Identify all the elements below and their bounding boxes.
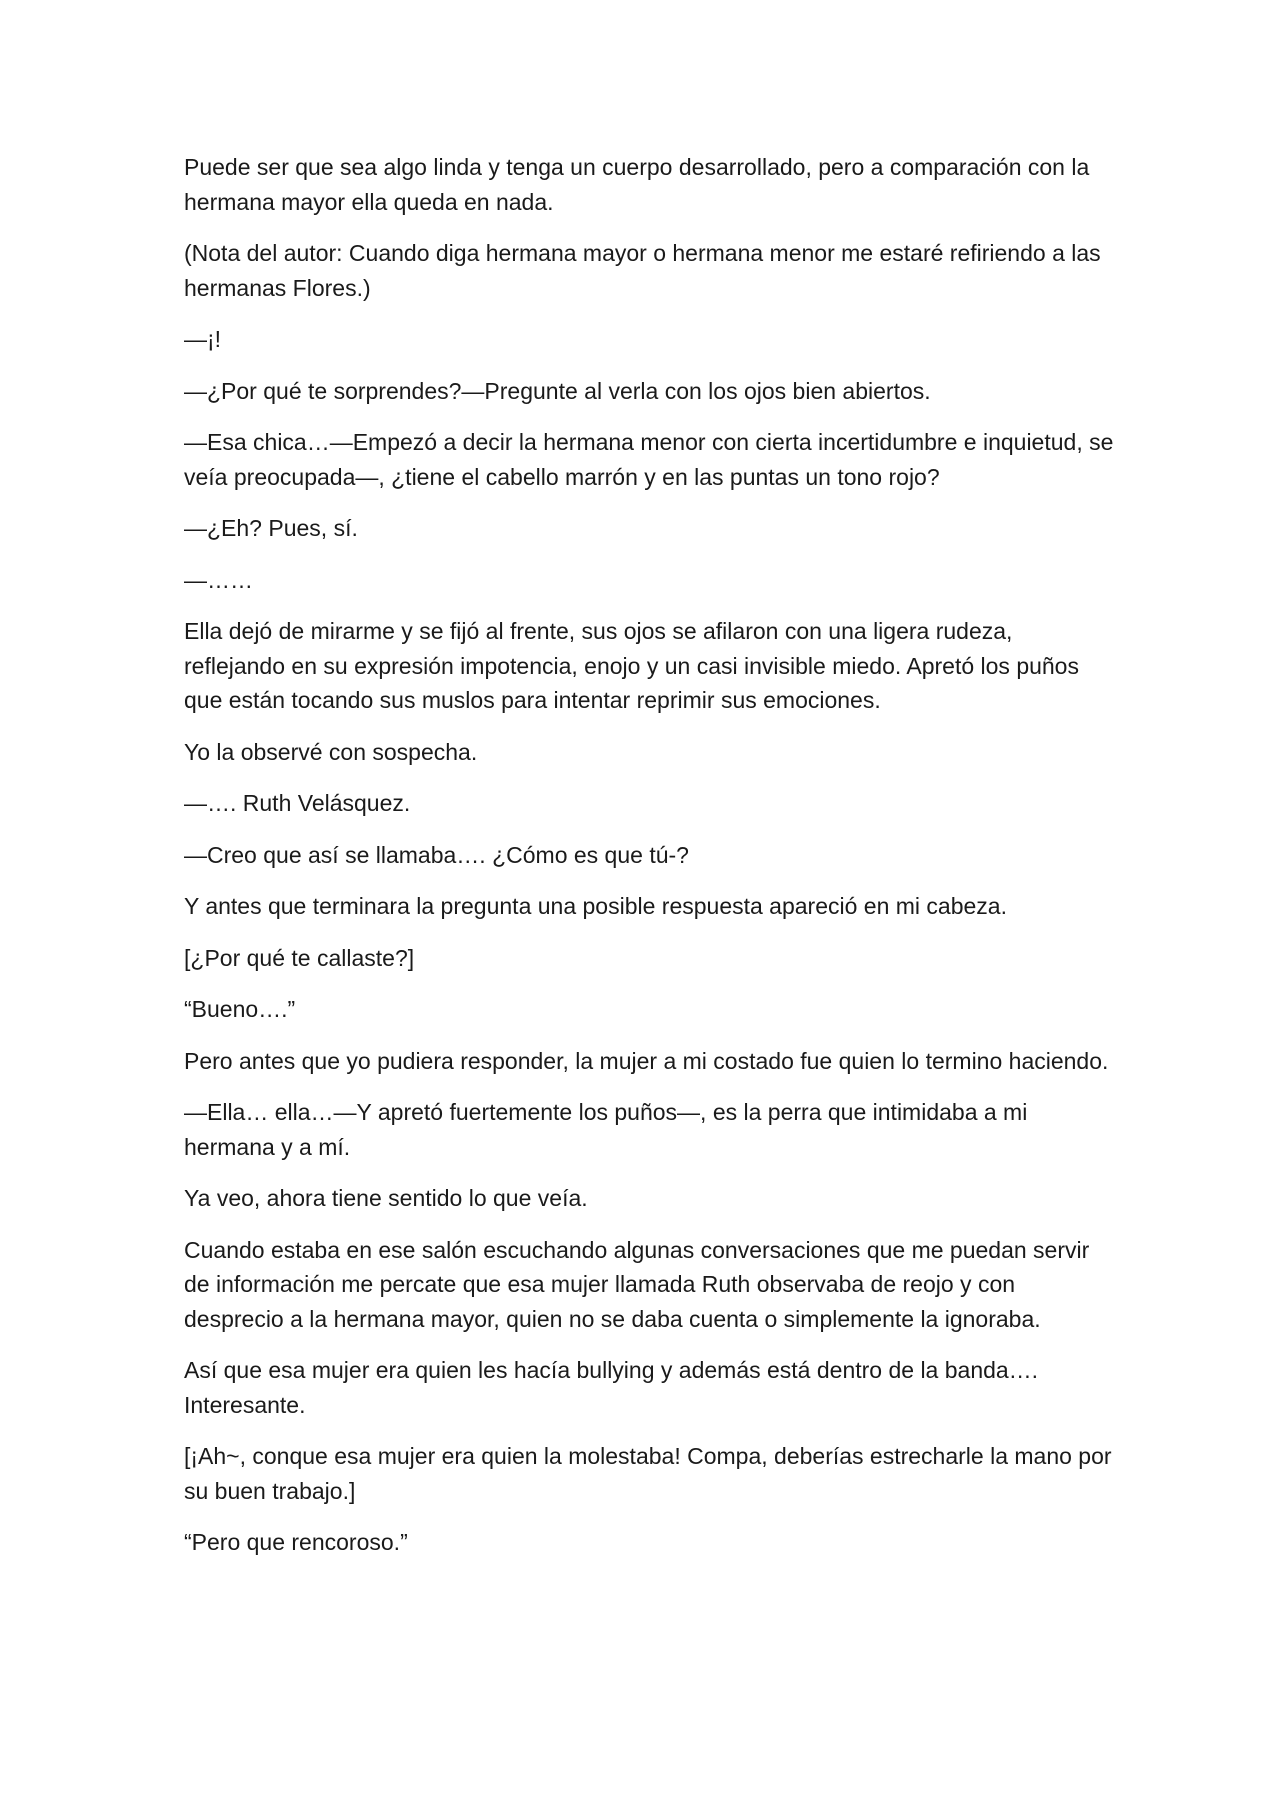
paragraph-12: Y antes que terminara la pregunta una posible respuesta apareció en mi cabeza. — [184, 893, 1007, 919]
paragraph-15: Pero antes que yo pudiera responder, la mujer a mi costado fue quien lo termino haciendo. — [184, 1047, 1109, 1074]
paragraph-5: —Esa chica…—Empezó a decir la hermana menor con cierta incertidumbre e inquietud, se veía preocupada—, ¿tiene el cabello marrón y en las puntas un tono rojo? — [184, 429, 1114, 490]
paragraph-17: Ya veo, ahora tiene sentido lo que veía. — [184, 1185, 588, 1211]
paragraph-21: “Pero que rencoroso.” — [184, 1529, 408, 1555]
paragraph-18: Cuando estaba en ese salón escuchando algunas conversaciones que me puedan servir de información me percate que esa mujer llamada Ruth observaba de reojo y con desprecio a la hermana mayor, quien no se daba cuenta o simplemente la ignoraba. — [184, 1236, 1090, 1332]
paragraph-8: Ella dejó de mirarme y se fijó al frente, sus ojos se afilaron con una ligera rudeza, reflejando en su expresión impotencia, enojo y un casi invisible miedo. Apretó los puños que están tocando sus muslos para intentar reprimir sus emociones. — [184, 618, 1079, 713]
paragraph-19: Así que esa mujer era quien les hacía bullying y además está dentro de la banda…. Interesante. — [184, 1357, 1039, 1418]
paragraph-3: —¡! — [184, 326, 222, 352]
paragraph-6: —¿Eh? Pues, sí. — [184, 515, 358, 541]
paragraph-20: [¡Ah~, conque esa mujer era quien la molestaba! Compa, deberías estrecharle la mano por su buen trabajo.] — [184, 1443, 1112, 1504]
paragraph-9: Yo la observé con sospecha. — [184, 738, 478, 765]
paragraph-2: (Nota del autor: Cuando diga hermana mayor o hermana menor me estaré refiriendo a las hermanas Flores.) — [184, 240, 1101, 301]
paragraph-1: Puede ser que sea algo linda y tenga un cuerpo desarrollado, pero a comparación con la hermana mayor ella queda en nada. — [184, 154, 1090, 215]
paragraph-10: —…. Ruth Velásquez. — [184, 790, 411, 816]
paragraph-4: —¿Por qué te sorprendes?—Pregunte al verla con los ojos bien abiertos. — [184, 377, 931, 404]
paragraph-11: —Creo que así se llamaba…. ¿Cómo es que tú-? — [184, 841, 689, 868]
paragraph-13: [¿Por qué te callaste?] — [184, 944, 415, 971]
paragraph-16: —Ella… ella…—Y apretó fuertemente los puños—, es la perra que intimidaba a mi hermana y a mí. — [184, 1099, 1028, 1160]
paragraph-7: —…… — [184, 566, 253, 593]
paragraph-14: “Bueno….” — [184, 996, 296, 1022]
text-body — [184, 150, 1114, 1577]
